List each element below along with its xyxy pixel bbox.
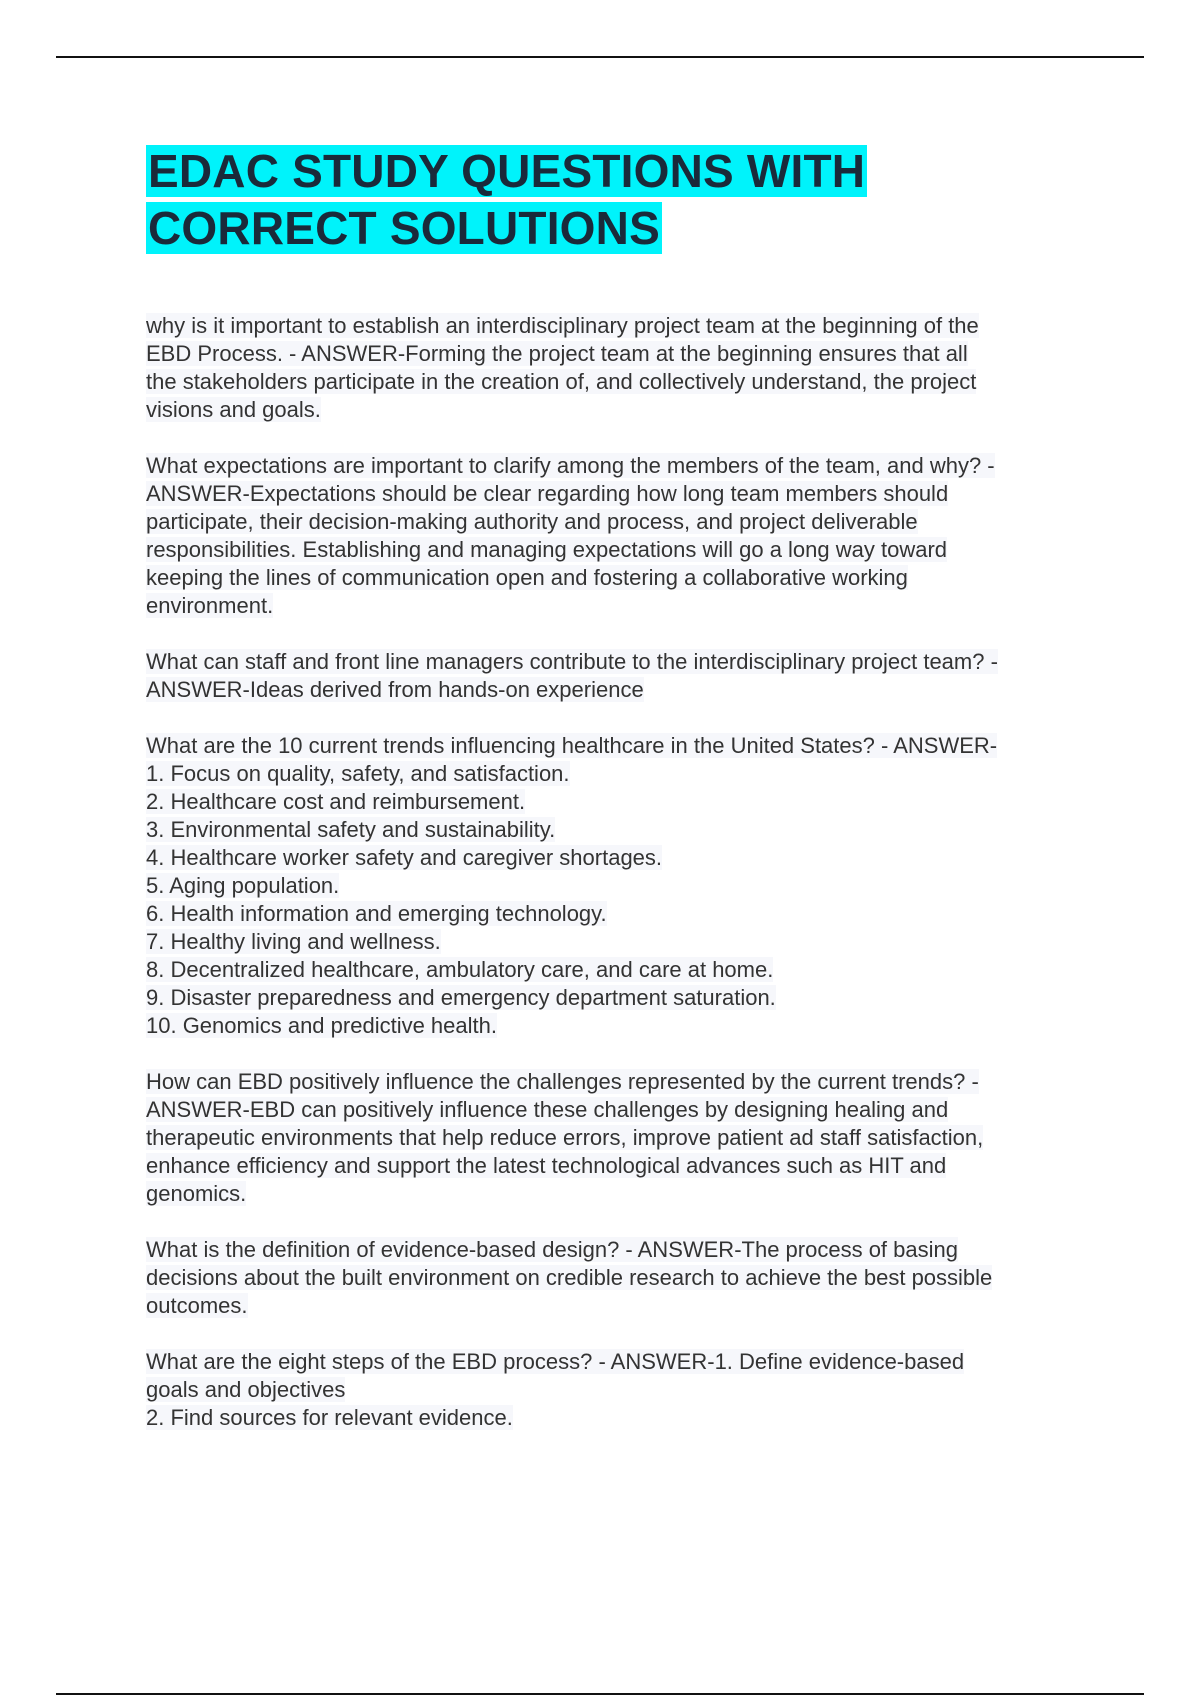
title-line-1: EDAC STUDY QUESTIONS WITH: [148, 145, 866, 197]
qa-line: How can EBD positively influence the challenges represented by the current trends? -: [146, 1069, 979, 1094]
qa-line: What are the 10 current trends influencing healthcare in the United States? - ANSWER-: [146, 733, 998, 758]
qa-line: therapeutic environments that help reduce errors, improve patient ad staff satisfaction,: [146, 1125, 984, 1150]
qa-line: participate, their decision-making authority and process, and project deliverable: [146, 509, 918, 534]
qa-item: [146, 312, 1096, 424]
bottom-rule: [56, 1693, 1144, 1695]
list-item: 5. Aging population.: [146, 873, 340, 898]
list-item: 7. Healthy living and wellness.: [146, 929, 441, 954]
qa-line: ANSWER-Ideas derived from hands-on experience: [146, 677, 644, 702]
list-item: 8. Decentralized healthcare, ambulatory care, and care at home.: [146, 957, 774, 982]
qa-line: why is it important to establish an interdisciplinary project team at the beginning of the: [146, 313, 979, 338]
qa-line: responsibilities. Establishing and managing expectations will go a long way toward: [146, 537, 948, 562]
qa-line: keeping the lines of communication open and fostering a collaborative working: [146, 565, 908, 590]
list-item: 1. Focus on quality, safety, and satisfaction.: [146, 761, 570, 786]
qa-line: enhance efficiency and support the latest technological advances such as HIT and: [146, 1153, 947, 1178]
qa-line: the stakeholders participate in the creation of, and collectively understand, the project: [146, 369, 977, 394]
page-title: [146, 143, 867, 257]
qa-line: goals and objectives: [146, 1377, 346, 1402]
qa-list: [146, 312, 1096, 1460]
list-item: 2. Find sources for relevant evidence.: [146, 1405, 513, 1430]
list-item: 2. Healthcare cost and reimbursement.: [146, 789, 526, 814]
list-item: 6. Health information and emerging technology.: [146, 901, 607, 926]
qa-item: [146, 1068, 1096, 1208]
qa-item: [146, 648, 1096, 704]
qa-line: ANSWER-EBD can positively influence these challenges by designing healing and: [146, 1097, 949, 1122]
qa-line: genomics.: [146, 1181, 247, 1206]
qa-line: ANSWER-Expectations should be clear regarding how long team members should: [146, 481, 949, 506]
qa-item: [146, 732, 1096, 1040]
qa-line: environment.: [146, 593, 274, 618]
qa-item: [146, 1348, 1096, 1432]
top-rule: [56, 56, 1144, 58]
qa-line: outcomes.: [146, 1293, 248, 1318]
qa-line: visions and goals.: [146, 397, 321, 422]
qa-line: What expectations are important to clarify among the members of the team, and why? -: [146, 453, 995, 478]
title-line-2: CORRECT SOLUTIONS: [148, 202, 660, 254]
list-item: 4. Healthcare worker safety and caregiver shortages.: [146, 845, 663, 870]
list-item: 3. Environmental safety and sustainability.: [146, 817, 556, 842]
list-item: 10. Genomics and predictive health.: [146, 1013, 497, 1038]
qa-line: What is the definition of evidence-based design? - ANSWER-The process of basing: [146, 1237, 958, 1262]
qa-item: [146, 1236, 1096, 1320]
list-item: 9. Disaster preparedness and emergency department saturation.: [146, 985, 776, 1010]
qa-line: What can staff and front line managers contribute to the interdisciplinary project team? -: [146, 649, 998, 674]
qa-line: decisions about the built environment on credible research to achieve the best possible: [146, 1265, 993, 1290]
qa-line: EBD Process. - ANSWER-Forming the project team at the beginning ensures that all: [146, 341, 968, 366]
qa-line: What are the eight steps of the EBD process? - ANSWER-1. Define evidence-based: [146, 1349, 965, 1374]
qa-item: [146, 452, 1096, 620]
